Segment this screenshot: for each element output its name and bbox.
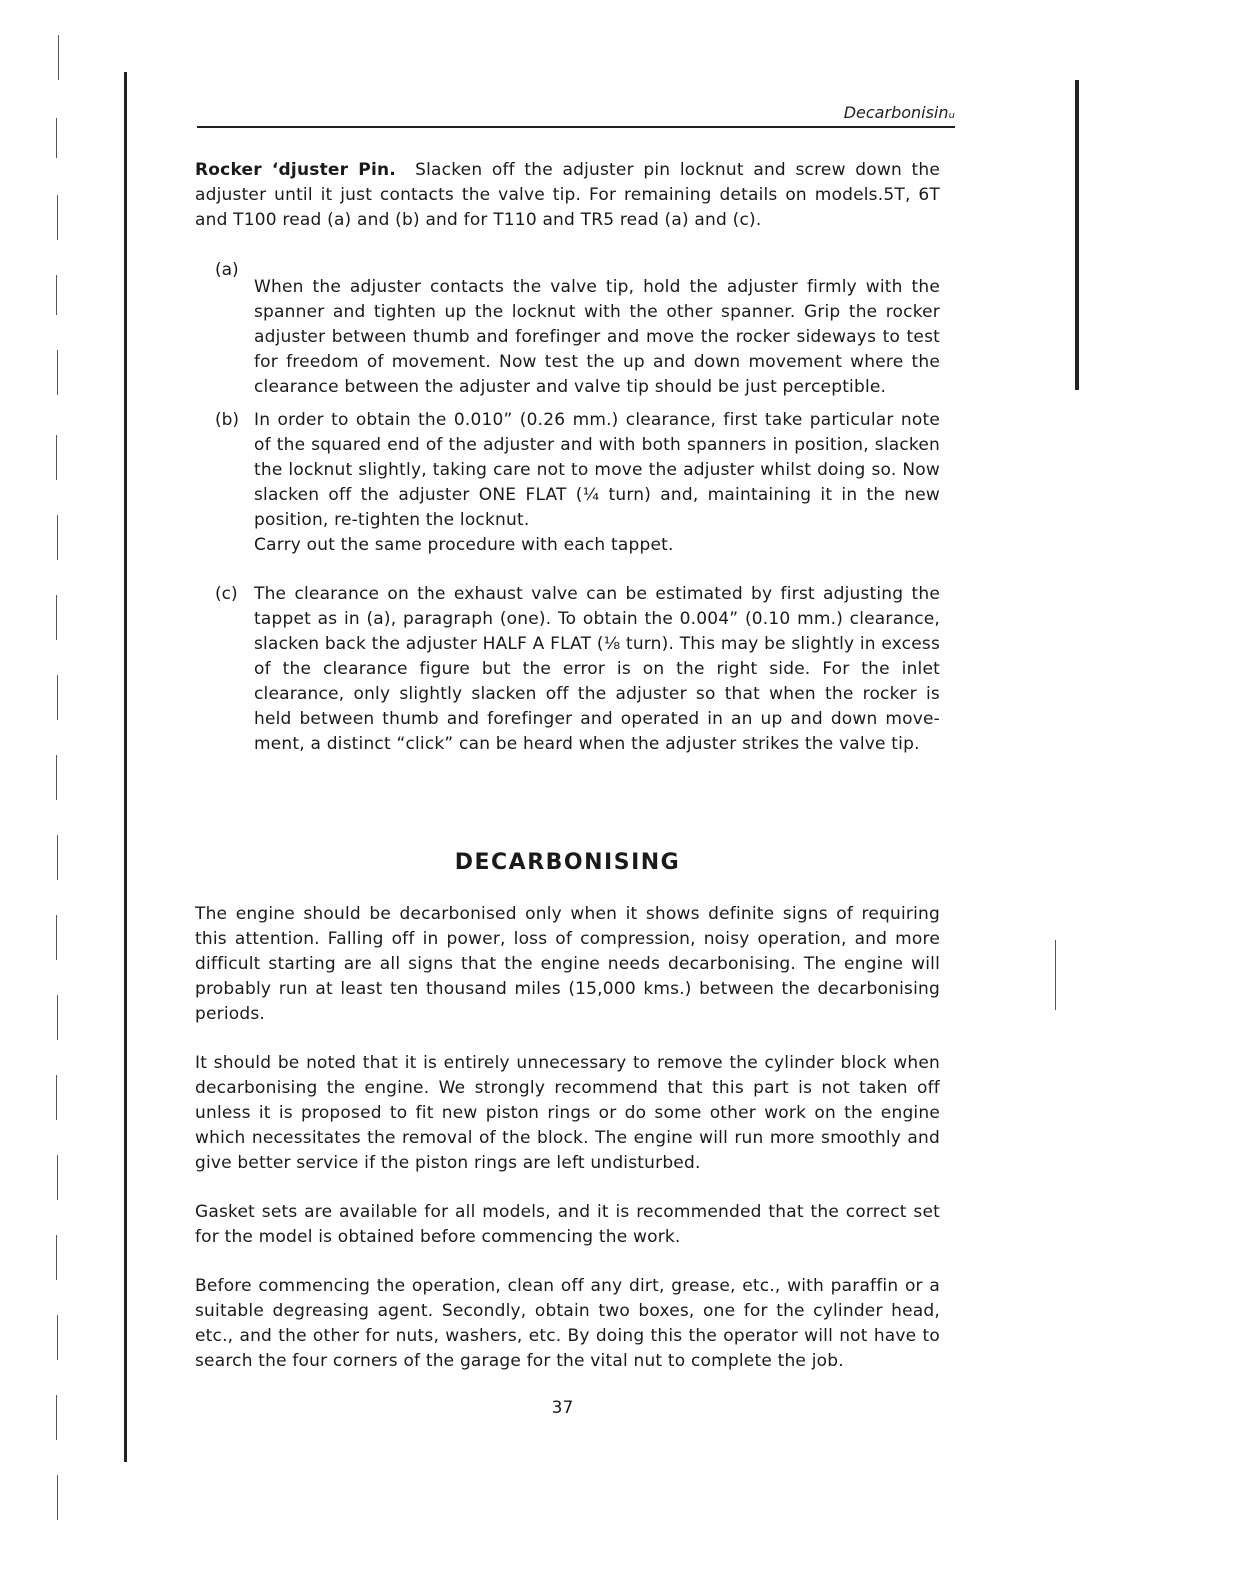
- rocker-intro-paragraph: [195, 158, 940, 233]
- left-edge-dash: [57, 515, 58, 560]
- left-edge-dash: [56, 755, 57, 800]
- section-heading: DECARBONISING: [454, 850, 681, 875]
- right-binding-line: [1075, 80, 1079, 390]
- decarb-paragraph-3-text: Gasket sets are available for all models, and it is recommended that the correct set for the model is obtained before commencing the work.: [195, 1202, 940, 1247]
- left-edge-dash: [56, 595, 57, 640]
- left-edge-dash: [57, 1315, 58, 1360]
- left-edge-dash: [57, 675, 58, 720]
- list-text-b-continued: Carry out the same procedure with each tappet.: [254, 535, 674, 555]
- left-edge-dash: [57, 350, 58, 395]
- list-item-c: [215, 582, 940, 774]
- left-edge-dash: [56, 435, 57, 480]
- decarb-paragraph-2: [195, 1051, 940, 1176]
- left-edge-dash: [57, 835, 58, 880]
- left-edge-dash: [57, 1475, 58, 1520]
- list-item-a: [215, 258, 940, 417]
- decarb-paragraph-1: [195, 902, 940, 1027]
- list-label-a: (a): [215, 260, 239, 280]
- list-text-a: When the adjuster contacts the valve tip, hold the adjuster firmly with the spanner and tighten up the locknut with the other spanner. Grip the rocker adjuster between thumb and forefinger and move the rocker sideways to test for freedom of movement. Now test the up and down movement where the clearance between the adjuster and valve tip should be just perceptible.: [254, 277, 940, 397]
- left-edge-dash: [58, 35, 59, 80]
- left-edge-dash: [56, 1395, 57, 1440]
- left-edge-dash: [56, 275, 57, 315]
- rocker-title: Rocker ‘djuster Pin.: [195, 160, 396, 180]
- list-label-b: (b): [215, 410, 240, 430]
- decarb-paragraph-4-text: Before commencing the operation, clean off any dirt, grease, etc., with paraffin or a suitable degreasing agent. Secondly, obtain two boxes, one for the cylinder head, etc., and the other for nuts, washers, etc. By doing this the operator will not have to search the four corners of the garage for the vital nut to complete the job.: [195, 1276, 940, 1371]
- left-edge-dash: [57, 995, 58, 1040]
- list-label-c: (c): [215, 584, 238, 604]
- decarb-paragraph-2-text: It should be noted that it is entirely unnecessary to remove the cylinder block when decarbonising the engine. We strongly recommend that this part is not taken off unless it is proposed to fit new piston rings or do some other work on the engine which necessitates the removal of the block. The engine will run more smoothly and give better service if the piston rings are left undisturbed.: [195, 1053, 940, 1173]
- list-item-b: [215, 408, 940, 575]
- left-edge-dash: [56, 915, 57, 960]
- decarb-paragraph-4: [195, 1274, 940, 1374]
- left-edge-dash: [57, 1155, 58, 1200]
- list-text-c: The clearance on the exhaust valve can be estimated by first adjusting the tappet as in (a), paragraph (one). To obtain the 0.004” (0.10 mm.) clearance, slacken back the adjuster HALF A FLAT (⅛ turn). This may be slightly in excess of the clearance figure but the error is on the right side. For the inlet clearance, only slightly slacken off the adjuster so that when the rocker is held between thumb and forefinger and operated in an up and down move-ment, a distinct “click” can be heard when the adjuster strikes the valve tip.: [254, 584, 941, 754]
- right-edge-dash: [1055, 940, 1056, 1010]
- page-number: 37: [551, 1398, 574, 1418]
- left-binding-line: [124, 72, 127, 1462]
- decarb-paragraph-1-text: The engine should be decarbonised only when it shows definite signs of requiring this attention. Falling off in power, loss of compression, noisy operation, and more difficult starting are all signs that the engine needs decarbonising. The engine will probably run at least ten thousand miles (15,000 kms.) between the decarbonising periods.: [195, 904, 940, 1024]
- header-rule: [197, 126, 955, 128]
- left-edge-dash: [57, 195, 58, 240]
- running-header: Decarbonisinᵤ: [843, 103, 955, 122]
- left-edge-dash: [56, 1235, 57, 1280]
- list-text-b: In order to obtain the 0.010” (0.26 mm.) clearance, first take particular note of the squared end of the adjuster and with both spanners in position, slacken the locknut slightly, taking care not to move the adjuster whilst doing so. Now slacken off the adjuster ONE FLAT (¼ turn) and, maintaining it in the new position, re-tighten the locknut.: [254, 410, 940, 530]
- decarb-paragraph-3: [195, 1200, 940, 1250]
- left-edge-dash: [56, 1075, 57, 1120]
- rocker-intro-text: Slacken off the adjuster pin locknut and screw down the adjuster until it just contacts the valve tip. For remaining details on models.5T, 6T and T100 read (a) and (b) and for T110 and TR5 read (a) and (c).: [195, 160, 940, 230]
- left-edge-dash: [56, 118, 57, 158]
